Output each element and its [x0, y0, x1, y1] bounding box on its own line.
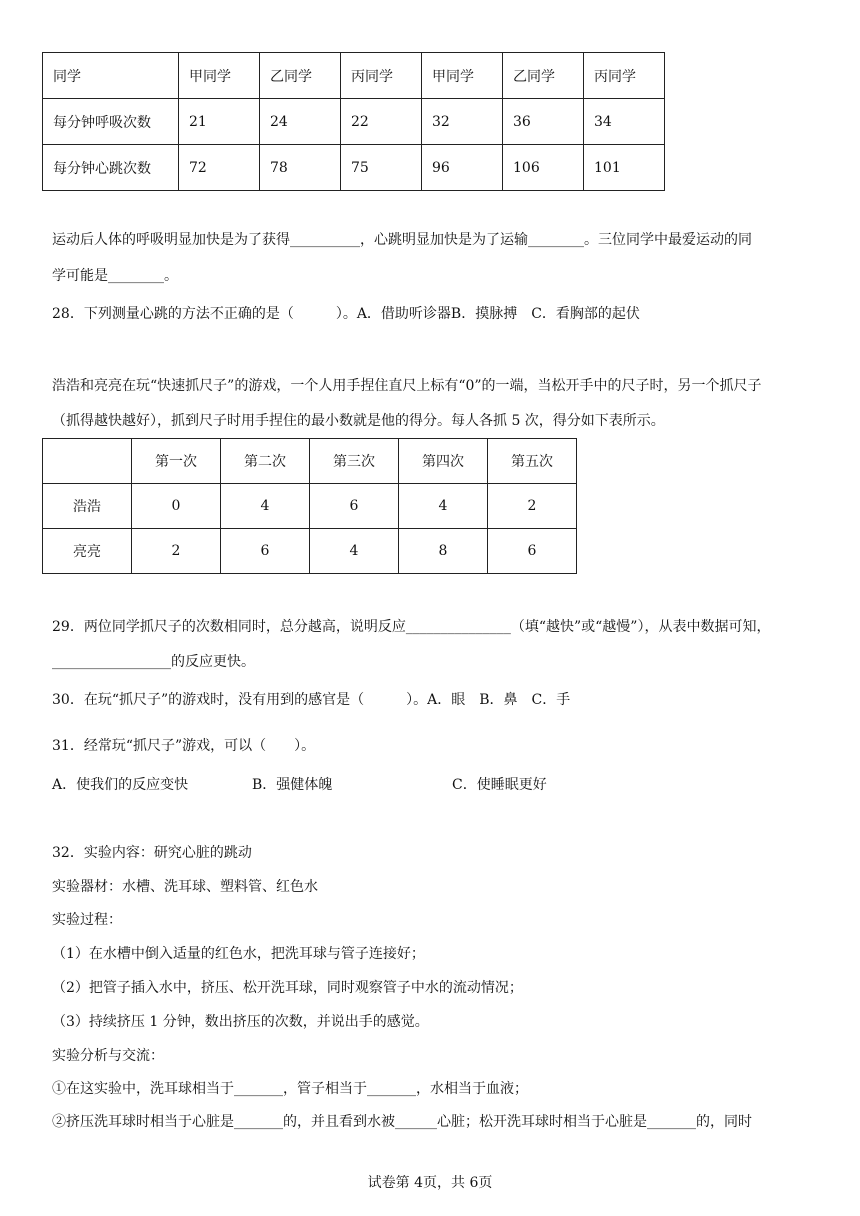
question-29-line-1: 29．两位同学抓尺子的次数相同时，总分越高，说明反应_______________（填“越快”或“越慢”），从表中数据可知，: [52, 619, 771, 635]
table-cell: 亮亮: [43, 529, 132, 574]
table-cell: 8: [399, 529, 488, 574]
question-30: 30．在玩“抓尺子”的游戏时，没有用到的感官是（ ）。A．眼 B．鼻 C．手: [52, 692, 571, 708]
table-cell: 每分钟心跳次数: [43, 145, 179, 191]
table-cell: 101: [584, 145, 665, 191]
table-row: [43, 145, 665, 191]
question-32-line-1: 32．实验内容：研究心脏的跳动: [52, 845, 252, 861]
table-cell: 6: [310, 484, 399, 529]
table-cell: 第四次: [399, 439, 488, 484]
table-cell: 36: [503, 99, 584, 145]
table-cell: 第二次: [221, 439, 310, 484]
table-cell: 4: [399, 484, 488, 529]
table-cell: 甲同学: [422, 53, 503, 99]
table-cell: 乙同学: [503, 53, 584, 99]
table-row: [43, 484, 577, 529]
question-32-line-8: ①在这实验中，洗耳球相当于_______，管子相当于_______，水相当于血液；: [52, 1081, 528, 1097]
table-header-row: [43, 439, 577, 484]
table-cell: 0: [132, 484, 221, 529]
question-32-line-2: 实验器材：水槽、洗耳球、塑料管、红色水: [52, 879, 318, 895]
question-32-line-3: 实验过程：: [52, 912, 122, 928]
table-cell: 75: [341, 145, 422, 191]
table-cell: 21: [179, 99, 260, 145]
table-cell: 72: [179, 145, 260, 191]
ruler-game-intro-line-1: 浩浩和亮亮在玩“快速抓尺子”的游戏，一个人用手捏住直尺上标有“0”的一端，当松开手中的尺子时，另一个抓尺子: [52, 378, 762, 394]
table-cell: 96: [422, 145, 503, 191]
ruler-game-intro-line-2: （抓得越快越好），抓到尺子时用手捏住的最小数就是他的得分。每人各抓 5 次，得分如下表所示。: [52, 413, 665, 429]
exercise-question-line-2: 学可能是________。: [52, 268, 178, 284]
question-32-line-6: （3）持续挤压 1 分钟，数出挤压的次数，并说出手的感觉。: [52, 1014, 429, 1030]
table-cell: 106: [503, 145, 584, 191]
question-32-line-7: 实验分析与交流：: [52, 1048, 164, 1064]
table-cell: 甲同学: [179, 53, 260, 99]
exercise-question-line-1: 运动后人体的呼吸明显加快是为了获得__________，心跳明显加快是为了运输________。三位同学中最爱运动的同: [52, 232, 752, 248]
question-28: 28．下列测量心跳的方法不正确的是（ ）。A．借助听诊器B．摸脉搏 C．看胸部的起伏: [52, 306, 640, 322]
breathing-heartbeat-table: [42, 52, 665, 191]
question-31-option-c: C．使睡眠更好: [452, 777, 547, 793]
table-cell: 6: [488, 529, 577, 574]
table-cell: [43, 439, 132, 484]
table-cell: 78: [260, 145, 341, 191]
table-cell: 4: [310, 529, 399, 574]
question-32-line-4: （1）在水槽中倒入适量的红色水，把洗耳球与管子连接好；: [52, 946, 425, 962]
table-cell: 同学: [43, 53, 179, 99]
table-cell: 4: [221, 484, 310, 529]
table-cell: 24: [260, 99, 341, 145]
table-cell: 32: [422, 99, 503, 145]
table-cell: 浩浩: [43, 484, 132, 529]
table-cell: 丙同学: [341, 53, 422, 99]
page-footer: 试卷第 4页，共 6页: [367, 1175, 493, 1191]
ruler-score-table: [42, 438, 577, 574]
table-cell: 乙同学: [260, 53, 341, 99]
question-32-line-9: ②挤压洗耳球时相当于心脏是_______的，并且看到水被______心脏；松开洗耳球时相当于心脏是_______的，同时: [52, 1114, 752, 1130]
table-row: [43, 529, 577, 574]
table-row: [43, 99, 665, 145]
table-cell: 6: [221, 529, 310, 574]
table-cell: 2: [488, 484, 577, 529]
question-32-line-5: （2）把管子插入水中，挤压、松开洗耳球，同时观察管子中水的流动情况；: [52, 980, 523, 996]
question-29-line-2: _________________的反应更快。: [52, 654, 255, 670]
table-cell: 第三次: [310, 439, 399, 484]
table-cell: 22: [341, 99, 422, 145]
table-cell: 第一次: [132, 439, 221, 484]
question-31-option-a: A．使我们的反应变快: [52, 777, 189, 793]
table-cell: 第五次: [488, 439, 577, 484]
table-cell: 2: [132, 529, 221, 574]
table-cell: 丙同学: [584, 53, 665, 99]
question-31-option-b: B．强健体魄: [252, 777, 333, 793]
table-header-row: [43, 53, 665, 99]
table-cell: 34: [584, 99, 665, 145]
question-31-stem: 31．经常玩“抓尺子”游戏，可以（ ）。: [52, 738, 316, 754]
table-cell: 每分钟呼吸次数: [43, 99, 179, 145]
